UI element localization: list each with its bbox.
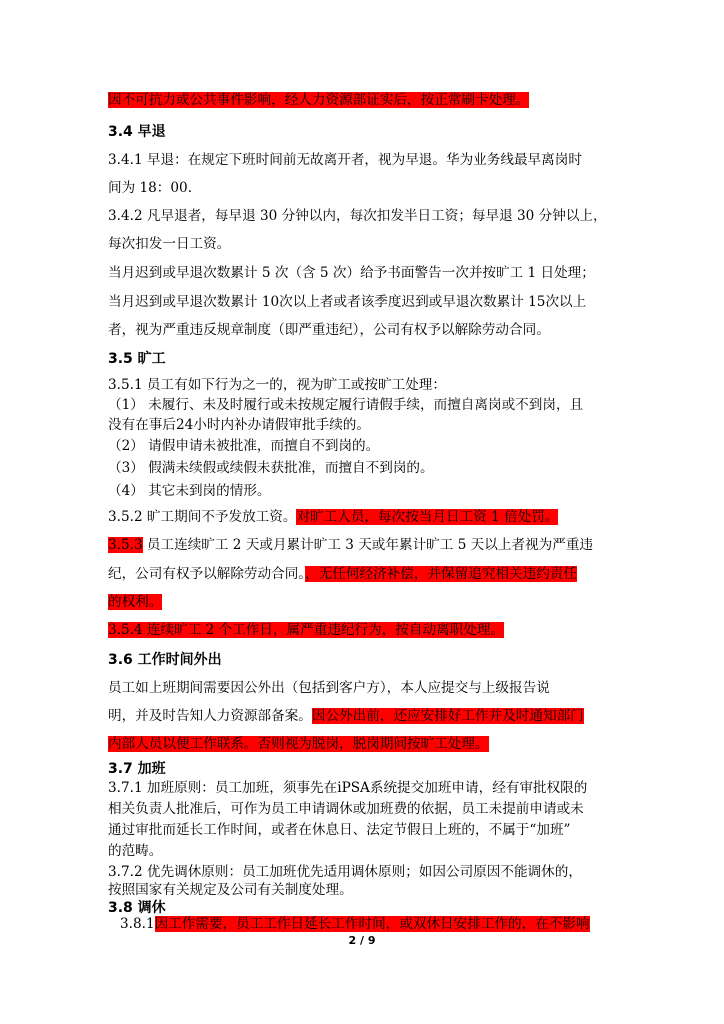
highlighted-text: 3.5.4 连续旷工 2 个工作日，属严重违纪行为，按自动离职处理。 bbox=[108, 622, 505, 638]
text-line bbox=[120, 914, 590, 934]
text-line bbox=[108, 507, 558, 527]
text-line: 间为 18：00. bbox=[108, 180, 193, 196]
text-segment: 纪，公司有权予以解除劳动合同。 bbox=[108, 566, 306, 582]
text-line: 的范畴。 bbox=[108, 843, 163, 859]
text-line: 3.4.1 早退：在规定下班时间前无故离开者，视为早退。华为业务线最早离岗时 bbox=[108, 152, 582, 168]
text-line: 当月迟到或早退次数累计 5 次（含 5 次）给予书面警告一次并按旷工 1 日处理； bbox=[108, 265, 595, 281]
text-line: 按照国家有关规定及公司有关制度处理。 bbox=[108, 882, 353, 898]
section-heading-3-6: 3.6 工作时间外出 bbox=[108, 652, 222, 668]
text-line: 3.7.2 优先调休原则：员工加班优先适用调休原则；如因公司原因不能调休的， bbox=[108, 864, 582, 880]
text-segment: 明，并及时告知人力资源部备案。 bbox=[108, 708, 312, 724]
text-line: （1） 未履行、未及时履行或未按规定履行请假手续，而擅自离岗或不到岗，且 bbox=[108, 397, 584, 413]
highlighted-text: 因不可抗力或公共事件影响，经人力资源部证实后，按正常刷卡处理。 bbox=[108, 92, 530, 108]
text-line: （3） 假满未续假或续假未获批准，而擅自不到岗的。 bbox=[108, 460, 434, 476]
text-line: 相关负责人批准后，可作为员工申请调休或加班费的依据，员工未提前申请或未 bbox=[108, 801, 584, 817]
text-line: （2） 请假申请未被批准，而擅自不到岗的。 bbox=[108, 438, 380, 454]
section-heading-3-4: 3.4 早退 bbox=[108, 124, 166, 140]
text-line bbox=[108, 592, 162, 612]
highlighted-text: 内部人员以便工作联系。否则视为脱岗，脱岗期间按旷工处理。 bbox=[108, 736, 489, 752]
text-line bbox=[108, 734, 489, 754]
text-line: 3.5.1 员工有如下行为之一的，视为旷工或按旷工处理： bbox=[108, 377, 446, 393]
text-line: 当月迟到或早退次数累计 10次以上者或者该季度迟到或早退次数累计 15次以上 bbox=[108, 294, 587, 310]
text-line: 员工如上班期间需要因公外出（包括到客户方），本人应提交与上级报告说 bbox=[108, 680, 550, 696]
section-heading-3-5: 3.5 旷工 bbox=[108, 351, 166, 367]
text-line bbox=[108, 706, 584, 726]
text-line: 者，视为严重违反规章制度（即严重违纪），公司有权予以解除劳动合同。 bbox=[108, 322, 550, 338]
highlighted-text: 因工作需要，员工工作日延长工作时间，或双休日安排工作的，在不影响 bbox=[154, 916, 590, 932]
highlighted-text: 对旷工人员，每次按当月日工资 1 倍处罚。 bbox=[296, 509, 559, 525]
highlighted-text: ，无任何经济补偿，并保留追究相关违约责任 bbox=[305, 566, 577, 582]
text-segment: 3.8.1 bbox=[120, 916, 155, 932]
page-number: 2 / 9 bbox=[348, 934, 376, 947]
text-line: 3.4.2 凡早退者，每早退 30 分钟以内，每次扣发半日工资；每早退 30 分钟以上， bbox=[108, 208, 607, 224]
text-line bbox=[108, 535, 593, 555]
highlighted-text: 的权利。 bbox=[108, 594, 163, 610]
section-heading-3-7: 3.7 加班 bbox=[108, 761, 166, 777]
text-segment: 员工连续旷工 2 天或月累计旷工 3 天或年累计旷工 5 天以上者视为严重违 bbox=[142, 537, 594, 553]
highlighted-text: 因公外出前，还应安排好工作并及时通知部门 bbox=[311, 708, 584, 724]
section-heading-3-8: 3.8 调休 bbox=[108, 900, 166, 916]
text-segment: 3.5.2 旷工期间不予发放工资。 bbox=[108, 509, 297, 525]
text-line: （4） 其它未到岗的情形。 bbox=[108, 483, 271, 499]
text-line: 每次扣发一日工资。 bbox=[108, 236, 231, 252]
text-line: 3.7.1 加班原则：员工加班，须事先在iPSA系统提交加班申请，经有审批权限的 bbox=[108, 780, 588, 796]
text-line bbox=[108, 564, 577, 584]
text-line: 通过审批而延长工作时间，或者在休息日、法定节假日上班的，不属于“加班” bbox=[108, 822, 571, 838]
highlighted-text: 3.5.3 bbox=[108, 537, 143, 553]
text-line bbox=[108, 90, 529, 110]
text-line: 没有在事后24小时内补办请假审批手续的。 bbox=[108, 417, 370, 433]
text-line bbox=[108, 620, 504, 640]
